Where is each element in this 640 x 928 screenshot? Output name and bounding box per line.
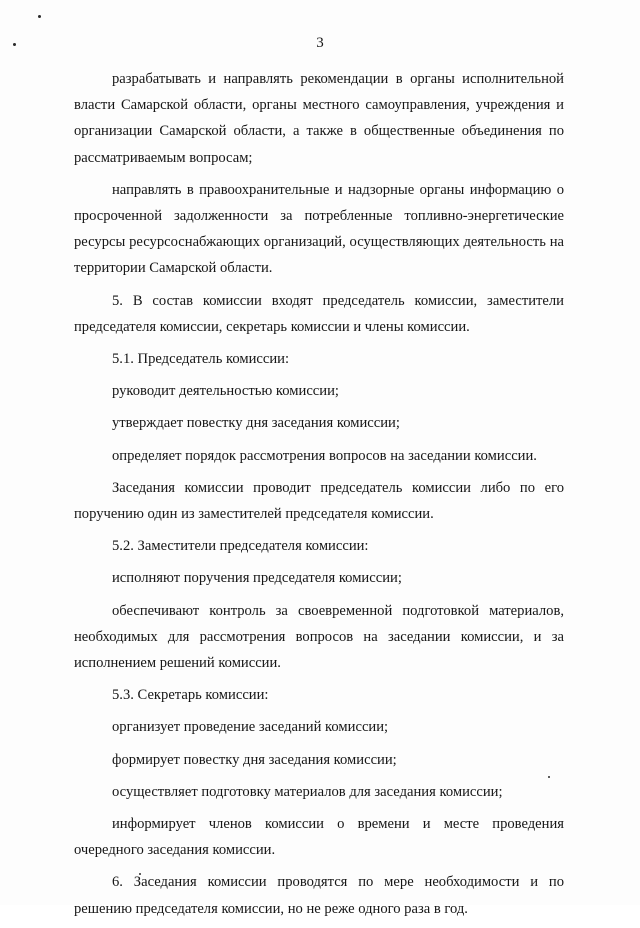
paragraph: 5.1. Председатель комиссии:: [112, 351, 290, 368]
document-body: [74, 66, 564, 928]
paragraph: направлять в правоохранительные и надзорные органы информацию о просроченной задолженности за потребленные топливно-энергетические ресурсы ресурсоснабжающих организаций, осуществляющих деятельность на территории Самарской области.: [74, 181, 564, 277]
paragraph: утверждает повестку дня заседания комиссии;: [112, 415, 400, 432]
paragraph: 5. В состав комиссии входят председатель комиссии, заместители председателя комиссии, секретарь комиссии и члены комиссии.: [74, 292, 564, 335]
paragraph: 5.2. Заместители председателя комиссии:: [112, 538, 369, 555]
paragraph: информирует членов комиссии о времени и месте проведения очередного заседания комиссии.: [74, 816, 564, 859]
paragraph: обеспечивают контроль за своевременной подготовкой материалов, необходимых для рассмотрения вопросов на заседании комиссии, и за исполнением решений комиссии.: [74, 602, 564, 672]
paragraph: организует проведение заседаний комиссии;: [112, 719, 389, 736]
paragraph: 6. Заседания комиссии проводятся по мере необходимости и по решению председателя комиссии, но не реже одного раза в год.: [74, 874, 564, 917]
paragraph: формирует повестку дня заседания комиссии;: [112, 751, 397, 768]
paragraph: исполняют поручения председателя комиссии;: [112, 570, 402, 587]
scan-speck: [38, 15, 41, 18]
paragraph: определяет порядок рассмотрения вопросов на заседании комиссии.: [112, 447, 537, 464]
paragraph: разрабатывать и направлять рекомендации в органы исполнительной власти Самарской области, органы местного самоуправления, учреждения и организации Самарской области, а также в общественные объединения по рассматриваемым вопросам;: [74, 71, 564, 166]
paragraph: Заседания комиссии проводит председатель комиссии либо по его поручению один из заместителей председателя комиссии.: [74, 479, 564, 523]
paragraph: руководит деятельностью комиссии;: [112, 383, 339, 400]
paragraph: осуществляет подготовку материалов для заседания комиссии;: [112, 783, 503, 800]
page-number: 3: [316, 35, 324, 51]
paragraph: 5.3. Секретарь комиссии:: [112, 687, 269, 704]
